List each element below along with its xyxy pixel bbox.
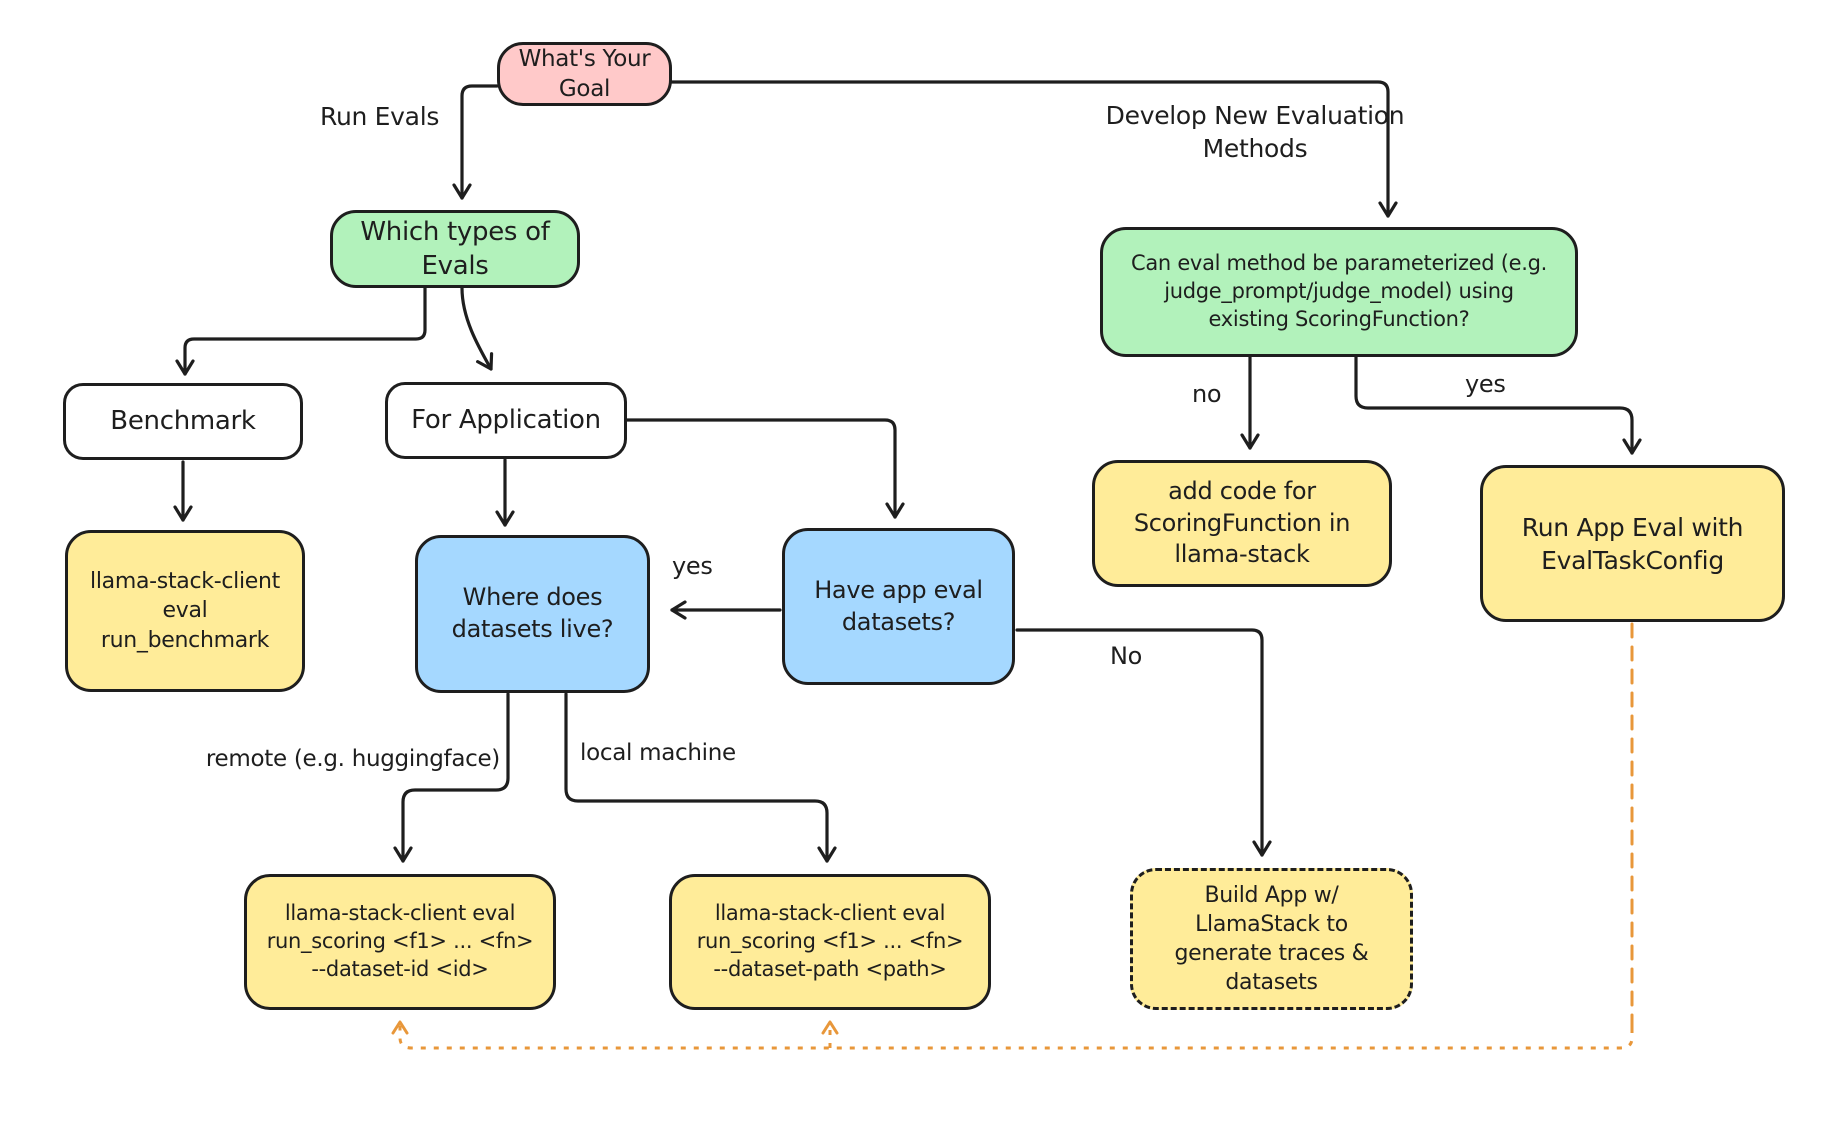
node-text-line: eval run_benchmark <box>100 598 270 653</box>
edge-goal-to-which-types <box>462 86 497 198</box>
node-text-line: llama-stack-client eval <box>284 901 516 926</box>
node-text-line: --dataset-id <id> <box>311 956 489 981</box>
node-text-line: llama-stack-client eval <box>714 901 946 926</box>
node-text-line: For Application <box>411 405 601 436</box>
edge-label-no-have-datasets: No <box>1110 642 1143 670</box>
node-text-line: Which types of <box>360 216 550 247</box>
node-text-line: --dataset-path <path> <box>713 956 947 981</box>
node-text-line: Goal <box>558 76 611 102</box>
edge-where-datasets-local-to-run-scoring-path <box>566 694 827 861</box>
node-text-line: Benchmark <box>110 406 256 437</box>
node-whats-your-goal <box>497 42 672 106</box>
node-run-benchmark-command <box>65 530 305 692</box>
edge-label-yes-have-datasets: yes <box>672 552 713 580</box>
edge-run-app-feedback-horizontal <box>400 1022 1632 1048</box>
node-text-line: llama-stack-client <box>90 569 280 595</box>
node-where-does-datasets-live <box>415 535 650 693</box>
edge-label-remote-huggingface: remote (e.g. huggingface) <box>205 746 500 772</box>
node-text-line: Evals <box>421 251 489 281</box>
node-text-line: What's Your <box>518 45 651 72</box>
edge-label-yes-can-eval: yes <box>1465 370 1506 398</box>
node-benchmark <box>63 383 303 460</box>
node-text-line: datasets live? <box>451 615 614 643</box>
node-text-line: run_scoring <f1> ... <fn> <box>266 929 534 954</box>
node-build-app-with-llamastack <box>1130 868 1413 1010</box>
node-text-line: Run App Eval with <box>1521 512 1744 542</box>
edge-which-types-to-for-application <box>462 288 491 369</box>
node-text-line: Have app eval <box>814 575 983 604</box>
node-text-line: add code for <box>1168 476 1316 505</box>
node-text-line: run_scoring <f1> ... <fn> <box>696 929 964 954</box>
node-text-line: llama-stack <box>1174 540 1310 569</box>
node-text-line: EvalTaskConfig <box>1541 545 1724 575</box>
edge-label-line: Methods <box>1202 133 1308 163</box>
edge-which-types-to-benchmark <box>185 288 425 374</box>
edge-for-application-to-have-datasets <box>627 420 895 517</box>
edge-label-local-machine: local machine <box>580 740 736 766</box>
node-text-line: Can eval method be parameterized (e.g. <box>1131 251 1547 276</box>
node-have-app-eval-datasets <box>782 528 1015 685</box>
node-can-eval-method-be-parameterized <box>1100 227 1578 357</box>
node-text-line: datasets? <box>841 607 956 636</box>
node-run-app-eval-with-evaltaskconfig <box>1480 465 1785 622</box>
node-add-code-for-scoring-function <box>1092 460 1392 587</box>
node-run-scoring-dataset-id-command <box>244 874 556 1010</box>
node-for-application <box>385 382 627 459</box>
edge-where-datasets-remote-to-run-scoring-id <box>403 694 508 861</box>
node-text-line: existing ScoringFunction? <box>1208 306 1470 331</box>
edge-label-develop-new-evaluation-methods <box>1090 100 1420 165</box>
node-text-line: judge_prompt/judge_model) using <box>1164 279 1514 304</box>
node-text-line: Where does <box>462 583 603 612</box>
node-text-line: Build App w/ <box>1204 882 1339 908</box>
node-text-line: datasets <box>1225 970 1318 996</box>
node-text-line: generate traces & <box>1174 941 1369 966</box>
node-run-scoring-dataset-path-command <box>669 874 991 1010</box>
edge-label-line: Develop New Evaluation <box>1105 101 1405 130</box>
node-text-line: LlamaStack to <box>1195 911 1348 937</box>
node-which-types-of-evals <box>330 210 580 288</box>
node-text-line: ScoringFunction in <box>1133 508 1351 537</box>
edge-label-run-evals: Run Evals <box>320 102 440 131</box>
edge-label-no-can-eval: no <box>1192 380 1222 408</box>
